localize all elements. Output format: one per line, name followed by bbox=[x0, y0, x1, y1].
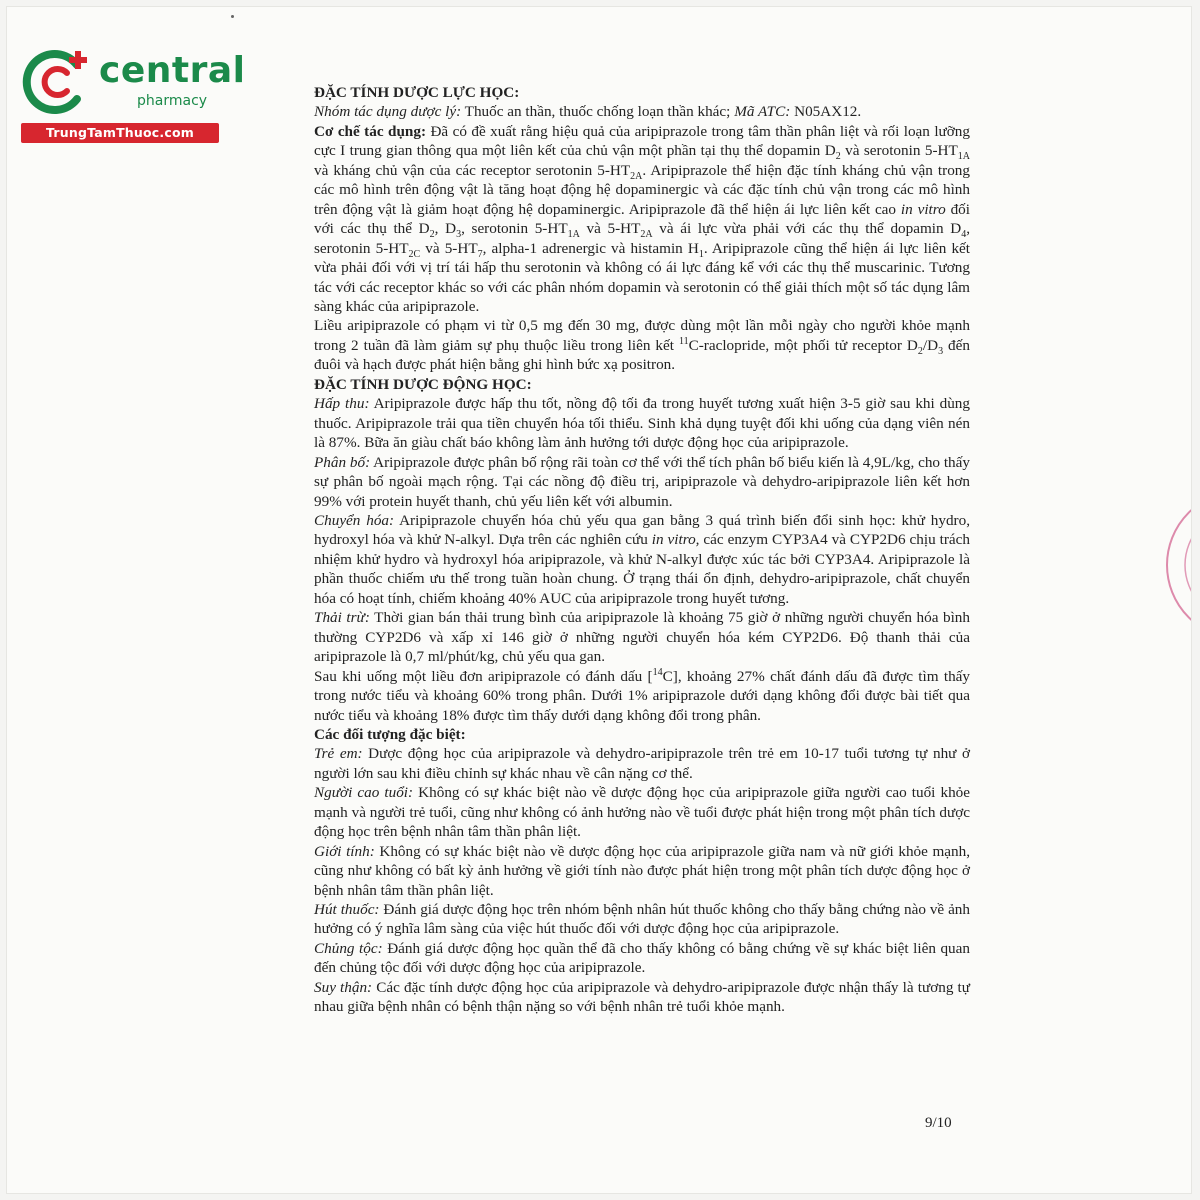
label-distribution: Phân bố: bbox=[314, 453, 371, 471]
paragraph-elderly bbox=[314, 783, 970, 841]
subscript: 3 bbox=[456, 229, 462, 241]
superscript: 11 bbox=[678, 335, 689, 347]
text-children: Dược động học của aripiprazole và dehydro-aripiprazole trên trẻ em 10-17 tuổi tương tự như ở người lớn sau khi điều chỉnh sự khác nhau về cân nặng cơ thể. bbox=[314, 745, 970, 782]
subscript: 7 bbox=[477, 248, 483, 260]
subscript: 3 bbox=[938, 345, 944, 357]
text-elimination: Thời gian bán thải trung bình của aripiprazole là khoảng 75 giờ ở những người chuyển hóa bình thường CYP2D6 và xấp xỉ 146 giờ ở những người chuyển hóa kém CYP2D6. Độ thanh thải của aripiprazole là 0,7 ml/phút/kg, chủ yếu qua gan. bbox=[314, 609, 970, 666]
subscript: 2A bbox=[640, 229, 653, 241]
text-distribution: Aripiprazole được phân bố rộng rãi toàn cơ thể với thể tích phân bố biểu kiến là 4,9L/kg, cho thấy sự phân bố ngoài mạch rộng. Tại các nồng độ điều trị, aripiprazole và dehydro-aripiprazole liên kết hơn 99% với protein huyết thanh, chủ yếu liên kết với albumin. bbox=[314, 453, 970, 510]
text-fragment: , serotonin 5-HT bbox=[461, 220, 568, 238]
label-elimination: Thải trừ: bbox=[314, 609, 370, 627]
text-elderly: Không có sự khác biệt nào về dược động học của aripiprazole giữa người cao tuổi khỏe mạnh và người trẻ tuổi, cũng như không có ảnh hưởng nào về tuổi được phát hiện trong một phân tích dược động học trên bệnh nhân tâm thần phân liệt. bbox=[314, 784, 970, 841]
paragraph-race bbox=[314, 939, 970, 978]
label-drug-group: Nhóm tác dụng dược lý: bbox=[314, 103, 462, 121]
label-children: Trẻ em: bbox=[314, 745, 363, 763]
text-fragment: đối với các thụ thể D bbox=[314, 200, 970, 238]
text-fragment: và kháng chủ vận của các receptor serotonin 5-HT bbox=[314, 161, 631, 179]
subscript: 2C bbox=[408, 248, 421, 260]
paragraph-mechanism bbox=[314, 122, 970, 317]
text-fragment: , serotonin 5-HT bbox=[314, 220, 971, 257]
paragraph-drug-group bbox=[314, 102, 970, 121]
text-atc: N05AX12. bbox=[790, 103, 862, 121]
logo-subtitle: pharmacy bbox=[137, 93, 208, 109]
text-italic: in vitro, bbox=[651, 531, 700, 549]
subscript: 4 bbox=[961, 229, 967, 241]
text-fragment: Aripiprazole chuyển hóa chủ yếu qua gan bằng 3 quá trình biến đổi sinh học: khử hydro, hydroxyl hóa và khử N-alkyl. Dựa trên các nghiên cứu bbox=[314, 511, 971, 549]
label-atc: Mã ATC: bbox=[734, 103, 791, 121]
stamp-icon bbox=[1161, 485, 1191, 645]
heading-pharmacokinetics: ĐẶC TÍNH DƯỢC ĐỘNG HỌC: bbox=[314, 375, 532, 393]
text-fragment: và 5-HT bbox=[420, 239, 478, 257]
document-page bbox=[6, 6, 1192, 1194]
text-fragment: Sau khi uống một liều đơn aripiprazole có đánh dấu [ bbox=[314, 667, 653, 685]
label-elderly: Người cao tuổi: bbox=[314, 784, 414, 802]
logo-name: central bbox=[99, 50, 246, 91]
text-race: Đánh giá dược động học quần thể đã cho thấy không có bằng chứng về sự khác biệt liên quan đến chủng tộc đối với dược động học của aripiprazole. bbox=[314, 939, 970, 977]
text-fragment: và serotonin 5-HT bbox=[840, 142, 958, 160]
paragraph-metabolism bbox=[314, 511, 970, 608]
text-smoking: Đánh giá dược động học trên nhóm bệnh nhân hút thuốc không cho thấy bằng chứng nào về ảnh hưởng có ý nghĩa lâm sàng của việc hút thuốc đối với dược động học của aripiprazole. bbox=[314, 901, 970, 938]
paragraph-absorption bbox=[314, 394, 970, 452]
text-fragment: , alpha-1 adrenergic và histamin H bbox=[482, 239, 699, 257]
paragraph-children bbox=[314, 744, 970, 783]
logo-website[interactable]: TrungTamThuoc.com bbox=[21, 123, 219, 143]
central-pharmacy-logo-icon bbox=[19, 45, 93, 119]
paragraph-gender bbox=[314, 842, 970, 900]
label-gender: Giới tính: bbox=[314, 842, 375, 860]
subscript: 2 bbox=[835, 151, 841, 163]
paragraph-renal bbox=[314, 978, 970, 1017]
label-smoking: Hút thuốc: bbox=[314, 901, 380, 919]
text-renal: Các đặc tính dược động học của aripiprazole và dehydro-aripiprazole được nhận thấy là tương tự nhau giữa bệnh nhân có bệnh thận nặng so với bệnh nhân trẻ tuổi khỏe mạnh. bbox=[314, 978, 970, 1016]
central-pharmacy-logo[interactable] bbox=[19, 45, 246, 143]
document-body bbox=[314, 83, 970, 1017]
subscript: 1 bbox=[698, 248, 704, 260]
paragraph-dose-range bbox=[314, 316, 970, 374]
text-fragment: . Aripiprazole thể hiện đặc tính kháng chủ vận trong các mô hình trên động vật là tăng hoạt động hệ dopaminergic và các đặc tính chủ vận trong các mô hình trên động vật là giảm hoạt động hệ dopaminergic. Aripiprazole đã thể hiện ái lực liên kết cao bbox=[314, 161, 970, 218]
text-absorption: Aripiprazole được hấp thu tốt, nồng độ tối đa trong huyết tương xuất hiện 3-5 giờ sau khi dùng thuốc. Aripiprazole trải qua tiền chuyển hóa tối thiểu. Sinh khả dụng tuyệt đối khi uống của dạng viên nén là 87%. Bữa ăn giàu chất báo không làm ảnh hưởng tới dược động học của aripiprazole. bbox=[314, 395, 970, 452]
subscript: 1A bbox=[957, 151, 970, 163]
text-gender: Không có sự khác biệt nào về dược động học của aripiprazole giữa nam và nữ giới khỏe mạnh, cũng như không có bất kỳ ảnh hưởng về giới tính nào được phát hiện trong một phân tích dược động học ở bệnh nhân tâm thần phân liệt. bbox=[314, 842, 970, 899]
text-fragment: và 5-HT bbox=[579, 220, 641, 238]
heading-pharmacodynamics: ĐẶC TÍNH DƯỢC LỰC HỌC: bbox=[314, 84, 520, 101]
text-italic: in vitro bbox=[900, 200, 946, 218]
superscript: 14 bbox=[652, 666, 663, 678]
scan-speck bbox=[231, 15, 234, 18]
label-race: Chủng tộc: bbox=[314, 939, 383, 957]
text-fragment: Đã có đề xuất rằng hiệu quả của aripiprazole trong tâm thần phân liệt và rối loạn lưỡng cực I trung gian thông qua một liên kết của chủ vận một phần tại thụ thể dopamin D bbox=[314, 122, 970, 160]
label-metabolism: Chuyển hóa: bbox=[314, 511, 395, 529]
text-fragment: Liều aripiprazole có phạm vi từ 0,5 mg đến 30 mg, được dùng một lần mỗi ngày cho người khỏe mạnh trong 2 tuần đã làm giảm sự phụ thuộc liều trong liên kết bbox=[314, 317, 970, 354]
label-mechanism: Cơ chế tác dụng: bbox=[314, 122, 427, 140]
label-renal: Suy thận: bbox=[314, 978, 373, 996]
subscript: 2 bbox=[917, 345, 923, 357]
text-drug-group: Thuốc an thần, thuốc chống loạn thần khác; bbox=[461, 103, 735, 121]
text-fragment: các enzym CYP3A4 và CYP2D6 chịu trách nhiệm khử hydro và hydroxyl hóa aripiprazole, và khử N-alkyl được xúc tác bởi CYP3A4. Aripiprazole là phần thuốc chiếm ưu thế trong tuần hoàn chung. Ở trạng thái ổn định, dehydro-aripiprazole, chất chuyển hóa có hoạt tính, chiếm khoảng 40% AUC của aripiprazole trong huyết tương. bbox=[314, 531, 970, 607]
paragraph-distribution bbox=[314, 453, 970, 511]
paragraph-smoking bbox=[314, 900, 970, 939]
label-absorption: Hấp thu: bbox=[314, 395, 370, 413]
text-fragment: và ái lực vừa phải với các thụ thể dopamin D bbox=[652, 220, 962, 238]
text-fragment: đến đuôi và hạch được phát hiện bằng ghi hình bức xạ positron. bbox=[314, 336, 970, 374]
paragraph-radiolabel bbox=[314, 667, 970, 725]
paragraph-elimination bbox=[314, 608, 970, 666]
text-fragment: C-raclopride, một phối tử receptor D bbox=[688, 336, 918, 354]
text-fragment: /D bbox=[922, 336, 939, 354]
text-fragment: , D bbox=[434, 220, 457, 238]
subscript: 2A bbox=[630, 170, 643, 182]
subscript: 2 bbox=[429, 229, 435, 241]
subscript: 1A bbox=[567, 229, 580, 241]
heading-special-populations: Các đối tượng đặc biệt: bbox=[314, 725, 466, 743]
text-fragment: C], khoảng 27% chất đánh dấu đã được tìm thấy trong nước tiểu và khoảng 60% trong phân. Dưới 1% aripiprazole dưới dạng không đổi được bài tiết qua nước tiểu và khoảng 18% được tìm thấy dưới dạng không đổi trong phân. bbox=[314, 667, 970, 724]
page-number: 9/10 bbox=[925, 1115, 952, 1131]
text-fragment: . Aripiprazole cũng thể hiện ái lực liên kết vừa phải đối với vị trí tái hấp thu serotonin và không có ái lực đáng kể với các thụ thể muscarinic. Tương tác với các receptor khác so với các phân nhóm dopamin và serotonin có thể giải thích một số tác dụng lâm sàng khác của aripiprazole. bbox=[314, 239, 970, 315]
